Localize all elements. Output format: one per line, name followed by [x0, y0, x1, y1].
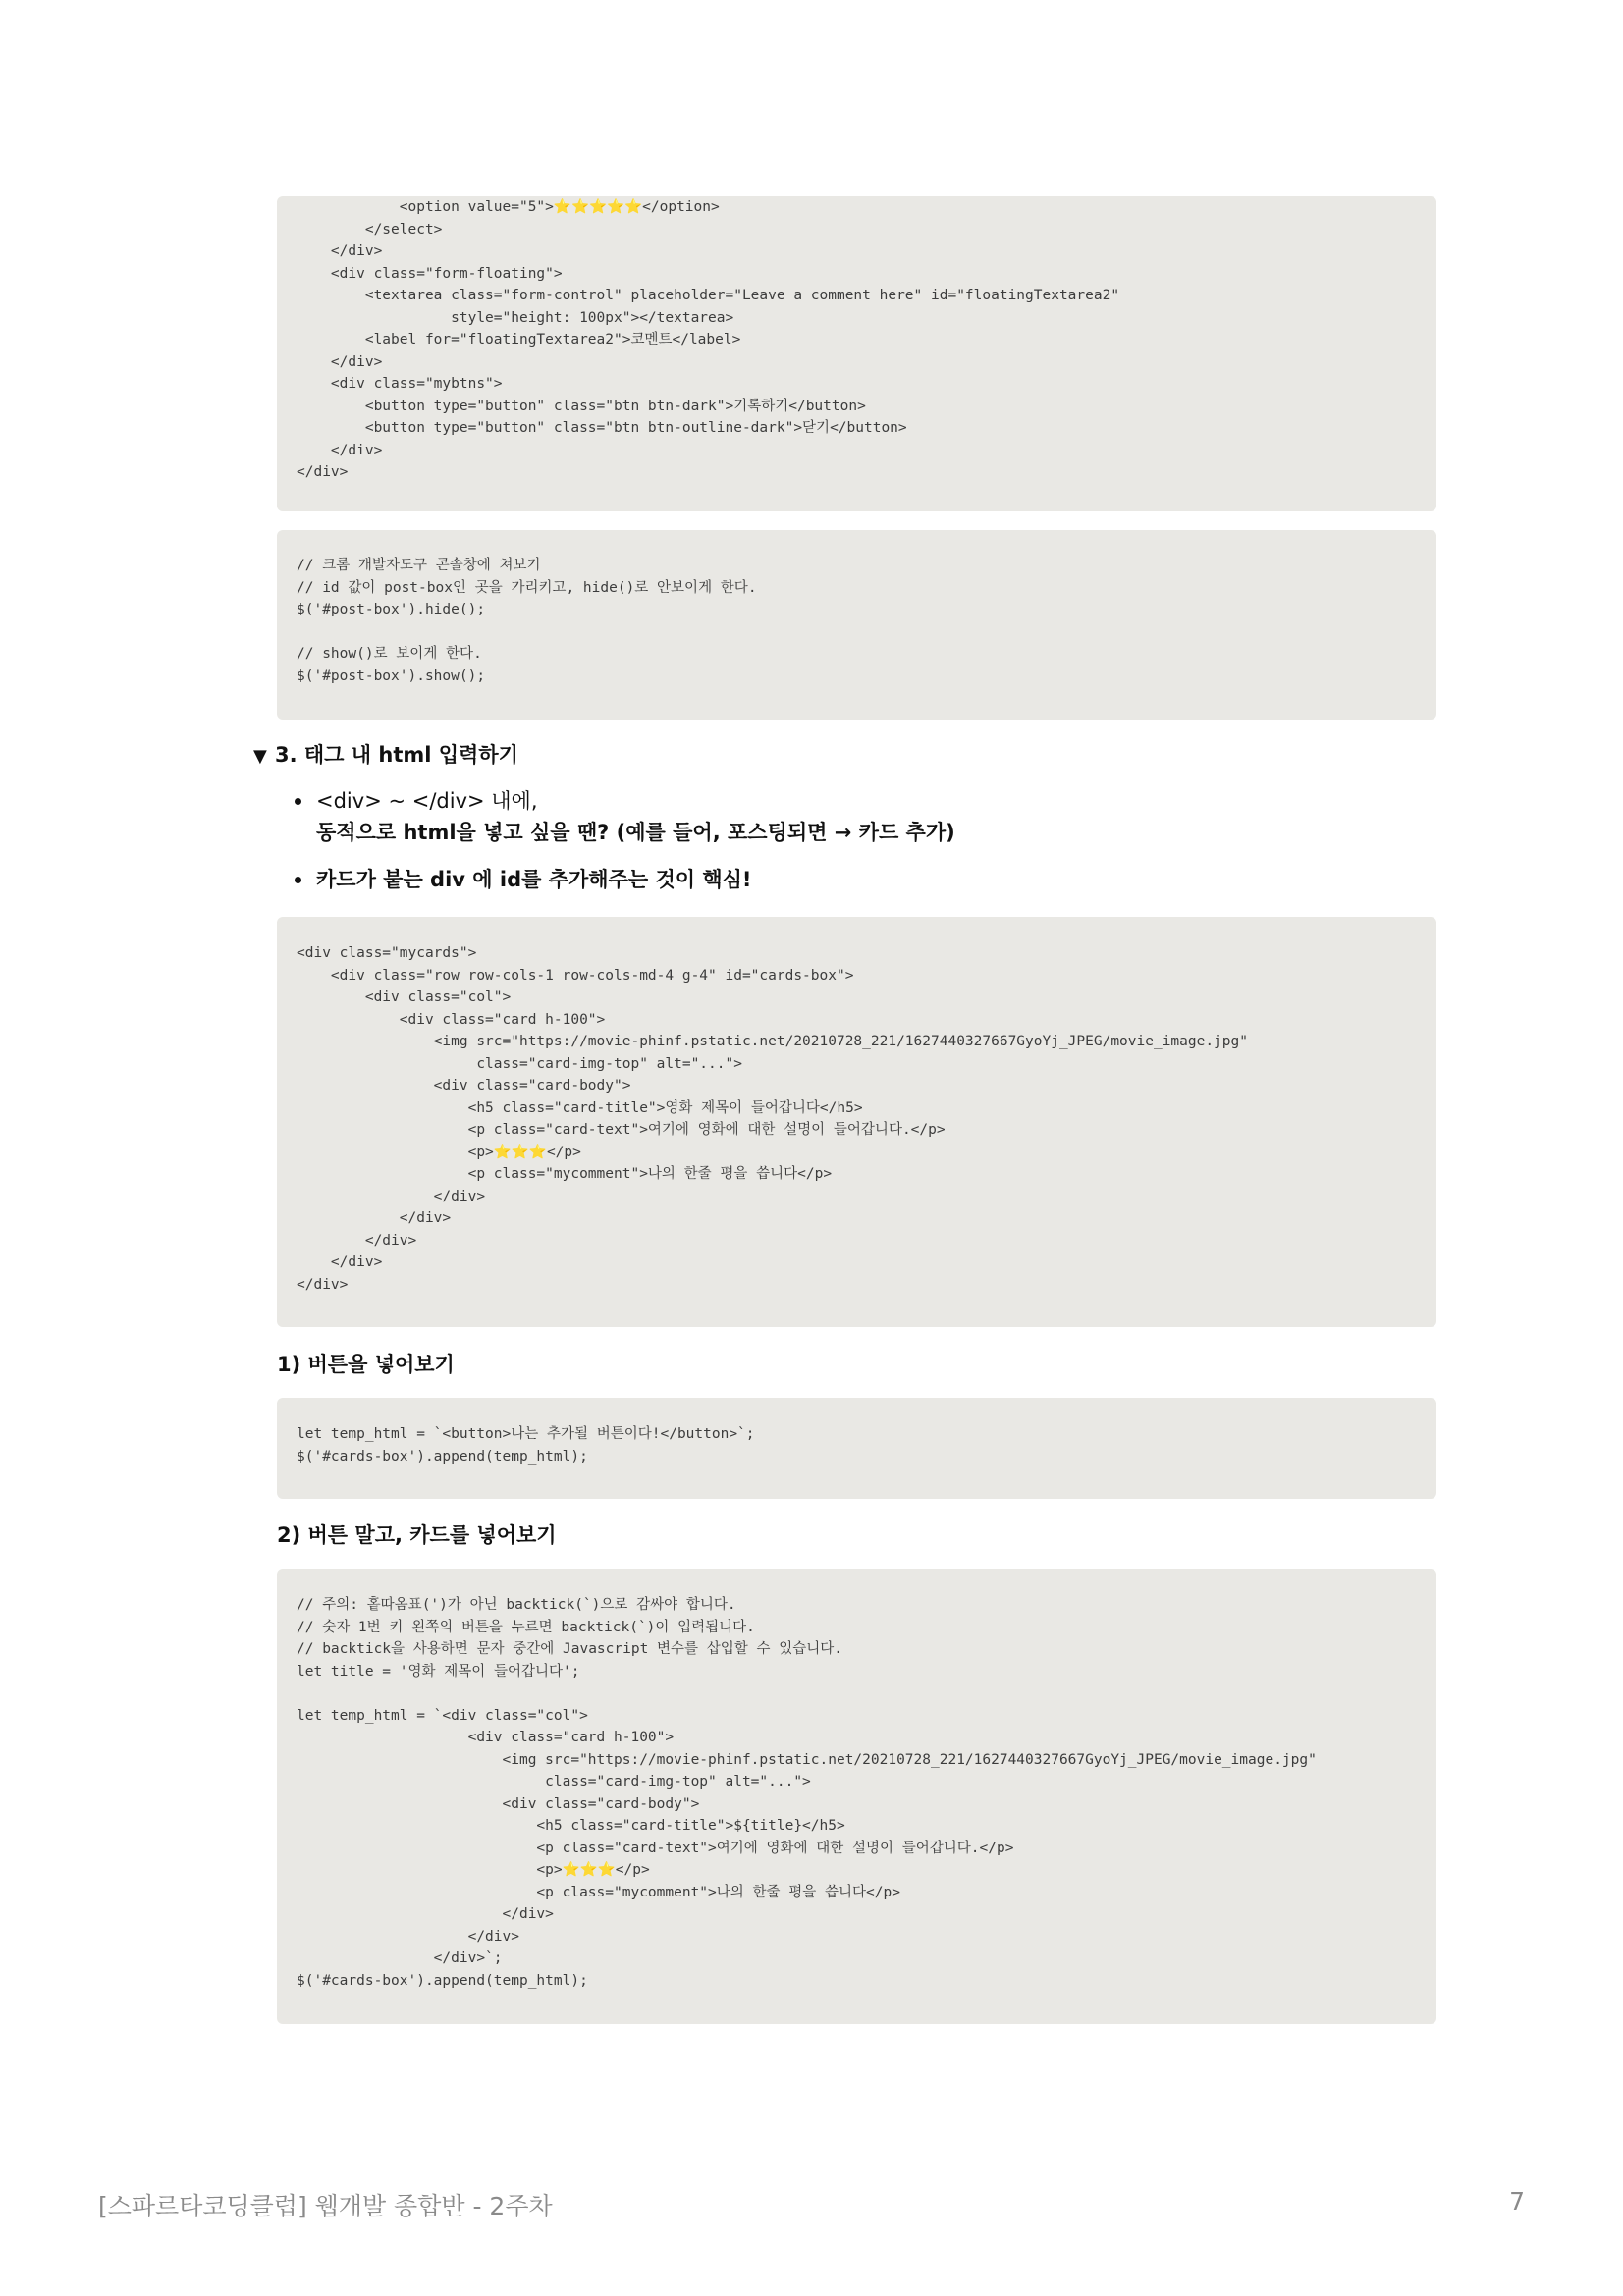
code-line: </div>: [297, 353, 383, 370]
code-block-form-markup-text: [297, 196, 1417, 484]
code-line: <div class="col">: [297, 989, 512, 1005]
code-line: // 숫자 1번 키 왼쪽의 버튼을 누르면 backtick(`)이 입력됩니다.: [297, 1619, 755, 1635]
code-line: <img src="https://movie-phinf.pstatic.net/20210728_221/1627440327667GyoYj_JPEG/movie_image.jpg": [297, 1751, 1317, 1768]
code-line: <h5 class="card-title">${title}</h5>: [297, 1818, 845, 1834]
toggle-arrow-icon[interactable]: ▼: [253, 746, 267, 767]
code-line: [297, 1682, 1417, 1705]
bullet-dynamic-html: [295, 785, 955, 848]
code-line: </div>: [297, 1232, 417, 1249]
code-line: // 주의: 홑따옴표(')가 아닌 backtick(`)으로 감싸야 합니다.: [297, 1597, 736, 1613]
code-line: </div>: [297, 1928, 519, 1945]
section-3-bullets: [295, 785, 955, 895]
code-line: class="card-img-top" alt="...">: [297, 1774, 811, 1789]
code-line: $('#post-box').hide();: [297, 602, 486, 617]
code-line: $('#post-box').show();: [297, 667, 486, 684]
code-block-card-markup: [277, 917, 1436, 1327]
code-line: <div class="card-body">: [297, 1078, 631, 1094]
bullet-line-2: 동적으로 html을 넣고 싶을 땐? (예를 들어, 포스팅되면 → 카드 추가): [316, 821, 955, 844]
code-line: <p>⭐⭐⭐</p>: [297, 1144, 581, 1160]
code-block-append-button-text: [297, 1423, 1417, 1468]
code-line: </div>: [297, 1906, 554, 1922]
footer-course-title: [스파르타코딩클럽] 웹개발 종합반 - 2주차: [98, 2192, 553, 2220]
code-block-append-card: [277, 1569, 1436, 2024]
code-line: style="height: 100px"></textarea>: [297, 309, 734, 326]
code-line: </div>: [297, 1210, 452, 1226]
code-line: let title = '영화 제목이 들어갑니다';: [297, 1663, 580, 1680]
code-line: <div class="mycards">: [297, 945, 477, 961]
code-line: </div>: [297, 1255, 383, 1270]
code-line: <p class="mycomment">나의 한줄 평을 씁니다</p>: [297, 1166, 833, 1182]
section-3-title: 3. 태그 내 html 입력하기: [275, 743, 518, 767]
code-line: <p>⭐⭐⭐</p>: [297, 1862, 650, 1878]
code-line: </div>: [297, 442, 383, 458]
code-line: // show()로 보이게 한다.: [297, 646, 482, 662]
code-block-append-card-text: [297, 1594, 1417, 1992]
code-line: <div class="card h-100">: [297, 1011, 606, 1028]
code-line: <p class="mycomment">나의 한줄 평을 씁니다</p>: [297, 1884, 900, 1900]
code-line: <label for="floatingTextarea2">코멘트</label>: [297, 332, 741, 347]
code-line: // 크롬 개발자도구 콘솔창에 쳐보기: [297, 558, 541, 573]
code-line: let temp_html = `<div class="col">: [297, 1707, 588, 1724]
code-line: <option value="5">⭐⭐⭐⭐⭐</option>: [297, 199, 720, 215]
toggle-heading-section-3[interactable]: [253, 741, 518, 771]
subheading-add-button: 1) 버튼을 넣어보기: [277, 1353, 455, 1376]
code-block-show-hide: [277, 530, 1436, 720]
code-line: // id 값이 post-box인 곳을 가리키고, hide()로 안보이게 한다.: [297, 579, 757, 596]
code-line: $('#cards-box').append(temp_html);: [297, 1972, 588, 1989]
code-line: <button type="button" class="btn btn-outline-dark">닫기</button>: [297, 420, 907, 436]
code-line: <div class="form-floating">: [297, 265, 563, 282]
code-line: $('#cards-box').append(temp_html);: [297, 1448, 588, 1465]
code-block-append-button: [277, 1398, 1436, 1499]
code-line: </div>: [297, 464, 349, 480]
subheading-add-card: 2) 버튼 말고, 카드를 넣어보기: [277, 1523, 557, 1547]
code-line: </div>: [297, 243, 383, 259]
bullet-line-1: <div> ~ </div> 내에,: [316, 789, 538, 813]
code-line: <button type="button" class="btn btn-dark">기록하기</button>: [297, 398, 866, 414]
code-line: <p class="card-text">여기에 영화에 대한 설명이 들어갑니다.</p>: [297, 1122, 946, 1138]
code-line: <p class="card-text">여기에 영화에 대한 설명이 들어갑니다.</p>: [297, 1840, 1014, 1856]
code-line: <textarea class="form-control" placeholder="Leave a comment here" id="floatingTextarea2": [297, 288, 1120, 303]
code-line: <div class="mybtns">: [297, 376, 503, 392]
code-line: </select>: [297, 221, 443, 238]
page-number: 7: [1509, 2187, 1525, 2216]
bullet-card-id-tip: 카드가 붙는 div 에 id를 추가해주는 것이 핵심!: [295, 864, 955, 895]
code-line: <div class="card h-100">: [297, 1730, 675, 1745]
code-line: </div>: [297, 1276, 349, 1293]
code-line: class="card-img-top" alt="...">: [297, 1055, 742, 1072]
code-line: </div>`;: [297, 1950, 503, 1966]
code-line: [297, 621, 1417, 644]
code-line: let temp_html = `<button>나는 추가될 버튼이다!</button>`;: [297, 1426, 755, 1442]
code-block-card-markup-text: [297, 942, 1417, 1296]
code-line: <div class="row row-cols-1 row-cols-md-4 g-4" id="cards-box">: [297, 967, 854, 984]
code-line: </div>: [297, 1188, 486, 1204]
code-line: <h5 class="card-title">영화 제목이 들어갑니다</h5>: [297, 1099, 863, 1116]
code-block-show-hide-text: [297, 555, 1417, 687]
code-line: <div class="card-body">: [297, 1795, 700, 1812]
code-block-form-markup: [277, 196, 1436, 511]
code-line: // backtick을 사용하면 문자 중간에 Javascript 변수를 삽입할 수 있습니다.: [297, 1641, 843, 1657]
code-line: <img src="https://movie-phinf.pstatic.net/20210728_221/1627440327667GyoYj_JPEG/movie_image.jpg": [297, 1034, 1249, 1049]
